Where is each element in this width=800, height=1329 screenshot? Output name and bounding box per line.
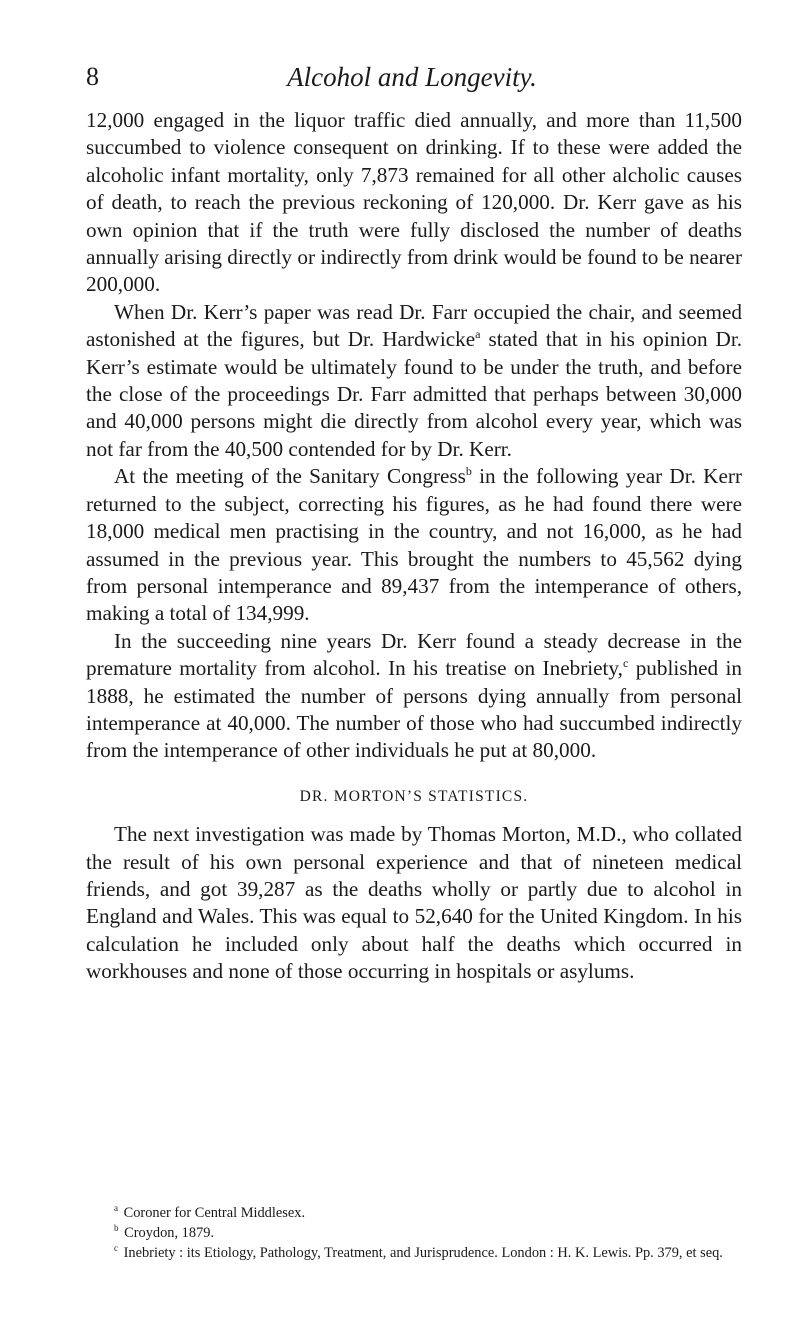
paragraph-1 xyxy=(86,107,742,299)
paragraph-2 xyxy=(86,299,742,463)
paragraph-3-text-b: in the following year Dr. Kerr returned to the subject, correcting his figures, as he had found there were 18,000 medical men practising in the country, and not 16,000, as he had assumed in the previous year. This brought the numbers to 45,562 dying from personal intemperance and 89,437 from the intemperance of others, making a total of 134,999. xyxy=(86,464,742,626)
paragraph-5-text: The next investigation was made by Thomas Morton, M.D., who collated the result of his own personal experience and that of nineteen medical friends, and got 39,287 as the deaths wholly or partly due to alcohol in England and Wales. This was equal to 52,640 for the United Kingdom. In his calculation he included only about half the deaths which occurred in workhouses and none of those occurring in hospitals or asylums. xyxy=(86,822,742,984)
paragraph-4-text-b: published in 1888, he estimated the number of persons dying annually from personal intemperance at 40,000. The number of those who had succumbed indirectly from the intemperance of other individuals he put at 80,000. xyxy=(86,656,742,763)
paragraph-3-text-a: At the meeting of the Sanitary Congress xyxy=(114,464,466,489)
footnote-c xyxy=(86,1244,742,1264)
body-text xyxy=(86,107,742,986)
footnote-b xyxy=(86,1224,742,1244)
paragraph-4 xyxy=(86,628,742,765)
footnote-ref-c: c xyxy=(622,656,629,671)
footnote-ref-b: b xyxy=(465,464,472,479)
paragraph-5 xyxy=(86,821,742,985)
footnote-b-text: Croydon, 1879. xyxy=(124,1224,215,1241)
section-heading-text: DR. MORTON’S STATISTICS. xyxy=(299,787,529,805)
section-heading xyxy=(86,783,742,810)
paragraph-1-text: 12,000 engaged in the liquor traffic died annually, and more than 11,500 succumbed to violence consequent on drinking. If to these were added the alcoholic infant mortality, only 7,873 remained for all other alcholic causes of death, to reach the previous reckoning of 120,000. Dr. Kerr gave as his own opinion that if the truth were fully disclosed the number of deaths annually arising directly or indirectly from drink would be found to be nearer 200,000. xyxy=(86,108,742,297)
footnotes xyxy=(86,1204,742,1263)
paragraph-3 xyxy=(86,463,742,627)
footnote-c-marker: c xyxy=(114,1242,118,1253)
page-header xyxy=(86,62,738,102)
page-number: 8 xyxy=(86,62,99,91)
footnote-b-marker: b xyxy=(114,1222,119,1233)
footnote-c-text: Inebriety : its Etiology, Pathology, Treatment, and Jurisprudence. London : H. K. Lewis. Pp. 379, et seq. xyxy=(123,1244,723,1261)
running-title: Alcohol and Longevity. xyxy=(287,62,537,92)
paragraph-4-text-a: In the succeeding nine years Dr. Kerr found a steady decrease in the premature mortality from alcohol. In his treatise on Inebriety, xyxy=(86,628,742,681)
paragraph-2-text-a: When Dr. Kerr’s paper was read Dr. Farr occupied the chair, and seemed astonished at the figures, but Dr. Hardwicke xyxy=(86,299,742,352)
footnote-a-text: Coroner for Central Middlesex. xyxy=(123,1205,306,1221)
footnote-a-marker: a xyxy=(114,1203,118,1213)
footnote-a xyxy=(86,1204,742,1224)
footnote-ref-a: a xyxy=(475,327,481,342)
paragraph-2-text-b: stated that in his opinion Dr. Kerr’s estimate would be ultimately found to be under the truth, and before the close of the proceedings Dr. Farr admitted that perhaps between 30,000 and 40,000 persons might die directly from alcohol every year, which was not far from the 40,500 contended for by Dr. Kerr. xyxy=(86,327,742,461)
